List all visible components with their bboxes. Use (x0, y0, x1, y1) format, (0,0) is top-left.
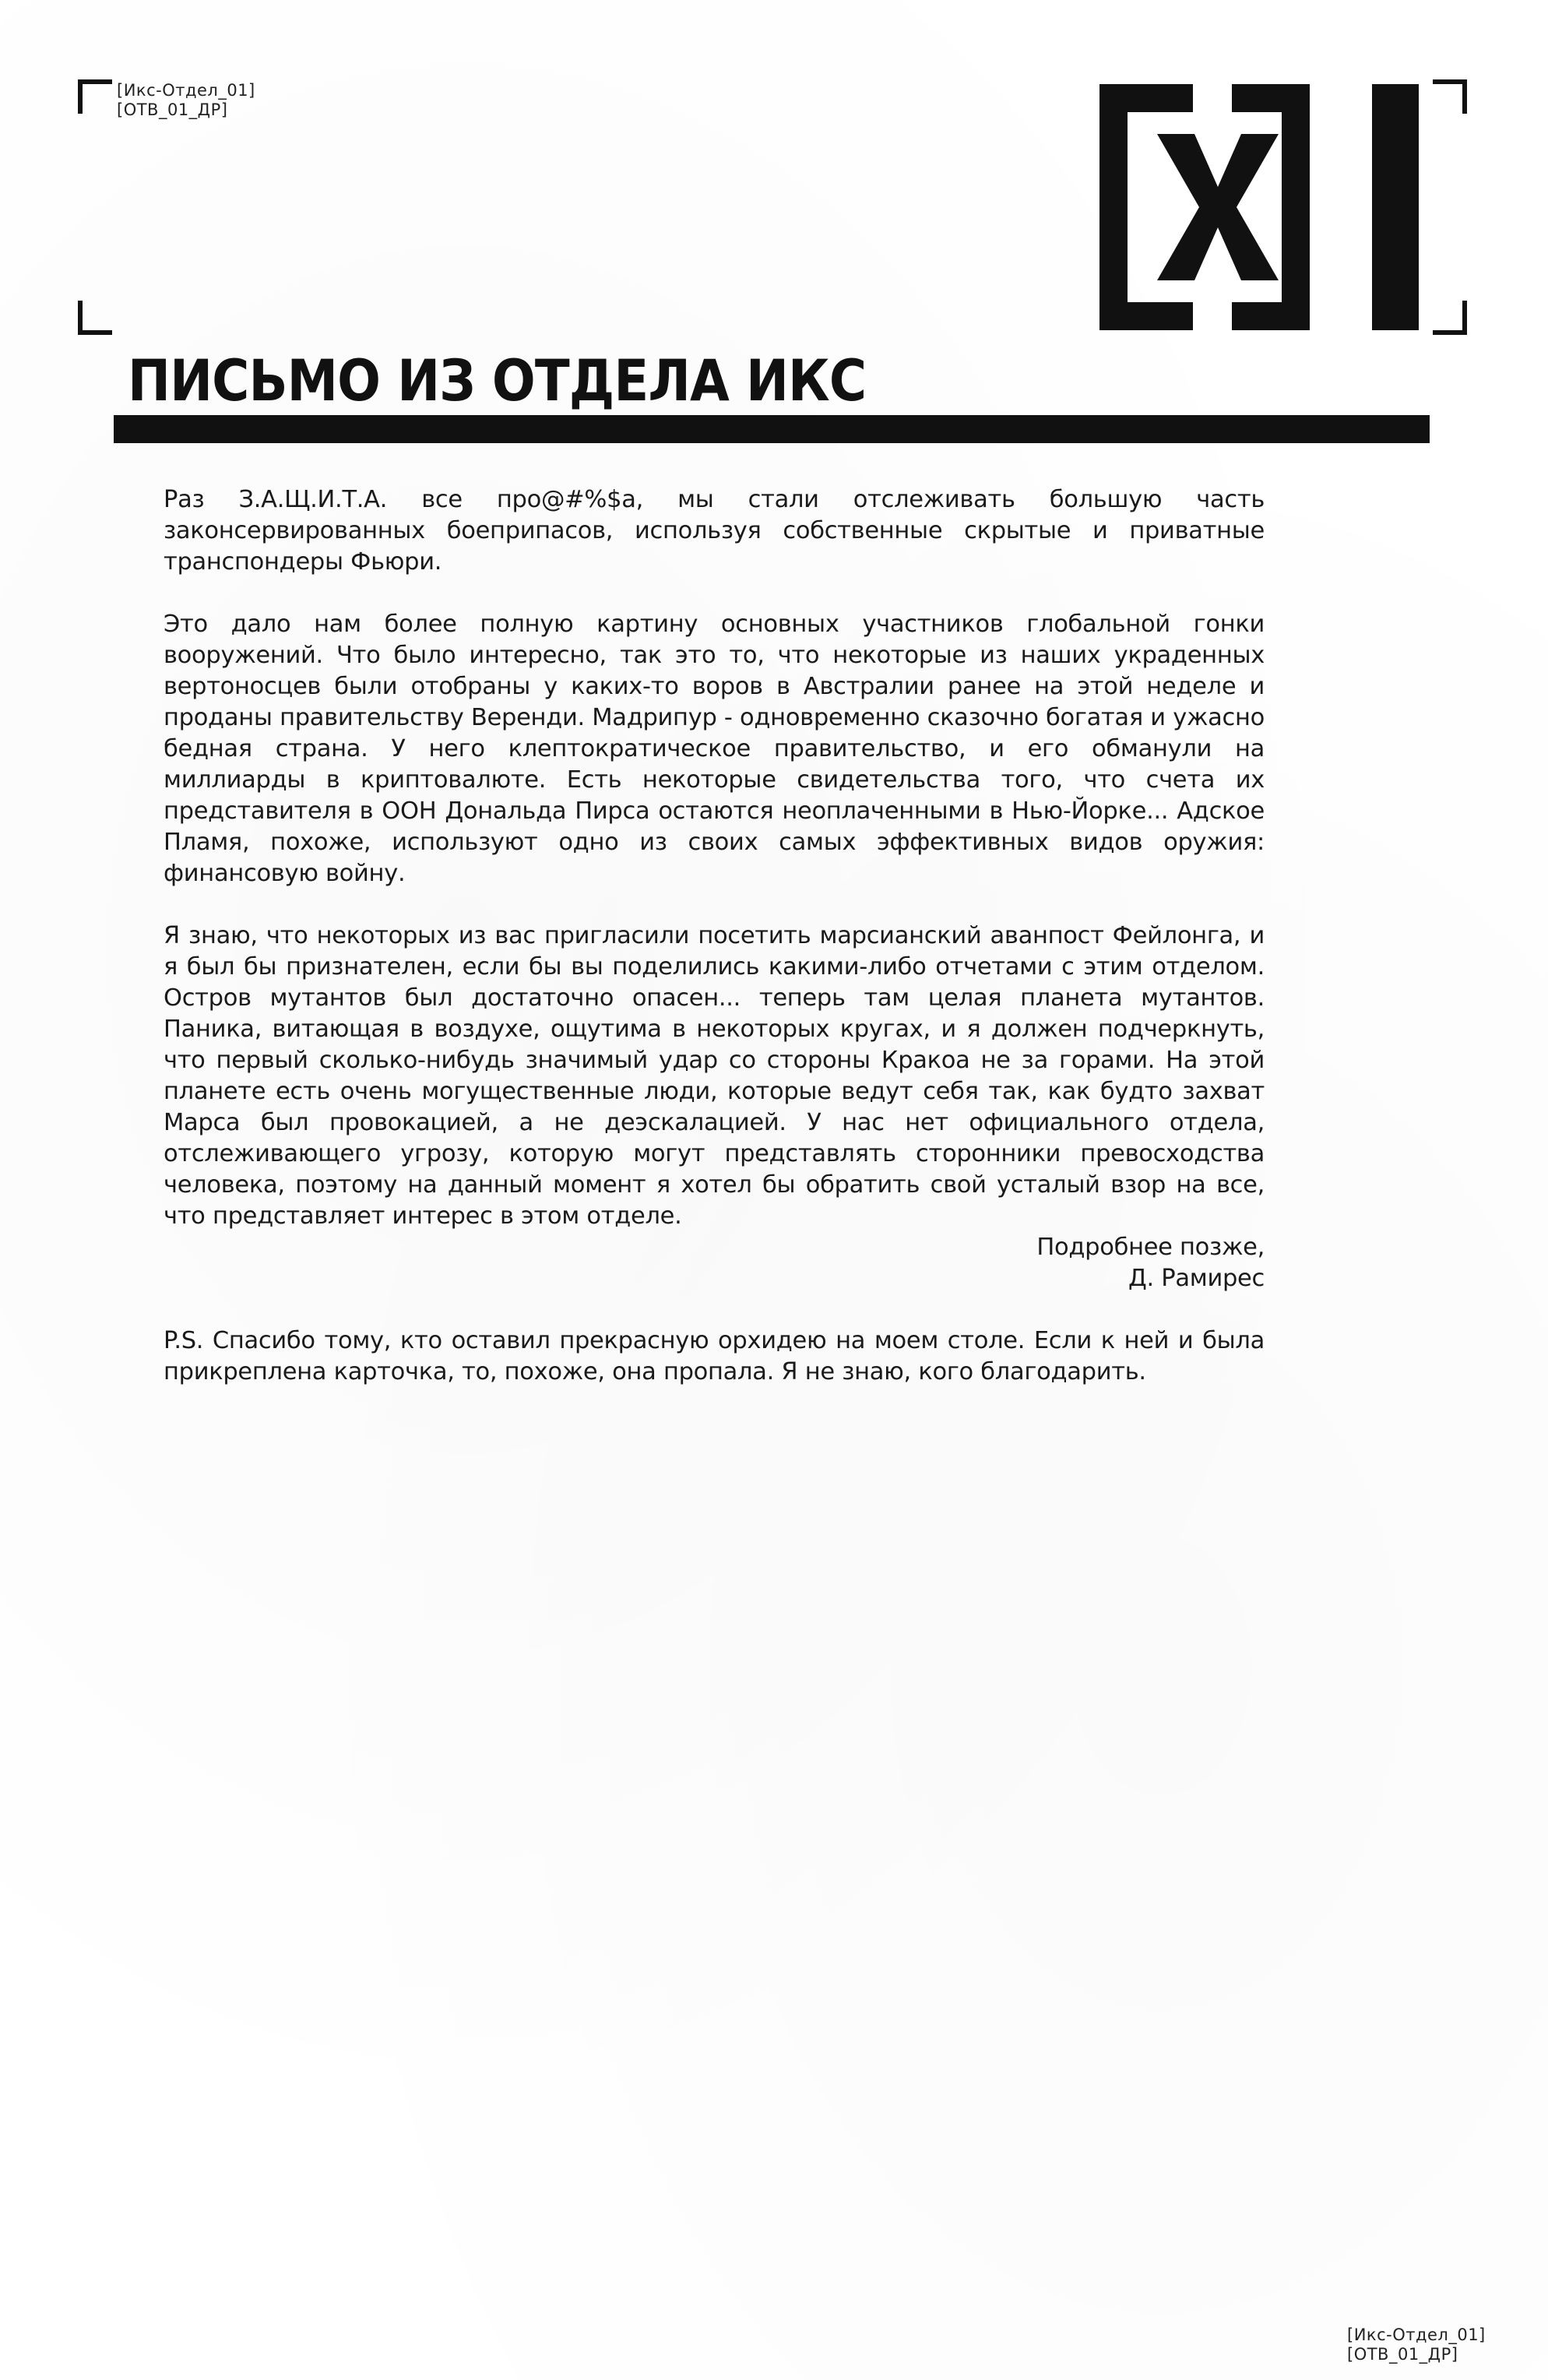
corner-bracket-top-left (78, 79, 112, 114)
letter-postscript: P.S. Спасибо тому, кто оставил прекрасную орхидею на моем столе. Если к ней и была прикреплена карточка, то, похоже, она пропала. Я не знаю, кого благодарить. (164, 1327, 1265, 1385)
footer-code-line-1: [Икс-Отдел_01] (1347, 2325, 1486, 2344)
x-desk-logo-icon (1099, 84, 1419, 330)
header-code-line-2: [ОТВ_01_ДР] (117, 100, 228, 119)
letter-paragraph-3: Я знаю, что некоторых из вас пригласили посетить марсианский аванпост Фейлонга, и я был бы признателен, если бы вы поделились какими-либо отчетами с этим отделом. Остров мутантов был достаточно опасен... теперь там целая планета мутантов. Паника, витающая в воздухе, ощутима в некоторых кругах, и я должен подчеркнуть, что первый сколько-нибудь значимый удар со стороны Кракоа не за горами. На этой планете есть очень могущественные люди, которые ведут себя так, как будто захват Марса был провокацией, а не деэскалацией. У нас нет официального отдела, отслеживающего угрозу, которую могут представлять сторонники превосходства человека, поэтому на данный момент я хотел бы обратить свой усталый взор на все, что представляет интерес в этом отделе. (164, 922, 1265, 1230)
signoff-closing: Подробнее позже, (1036, 1234, 1265, 1261)
footer-code-line-2: [ОТВ_01_ДР] (1347, 2345, 1458, 2364)
letter-body (164, 484, 1265, 1419)
letter-paragraph-2: Это дало нам более полную картину основных участников глобальной гонки вооружений. Что было интересно, так это то, что некоторые из наших украденных вертоносцев были отобраны у каких-то воров в Австралии ранее на этой неделе и проданы правительству Веренди. Мадрипур - одновременно сказочно богатая и ужасно бедная страна. У него клептократическое правительство, и его обманули на миллиарды в криптовалюте. Есть некоторые свидетельства того, что счета их представителя в ООН Дональда Пирса остаются неоплаченными в Нью-Йорке... Адское Пламя, похоже, используют одно из своих самых эффективных видов оружия: финансовую войну. (164, 611, 1265, 887)
header-code-line-1: [Икс-Отдел_01] (117, 81, 255, 100)
footer-code (1347, 2325, 1486, 2364)
letter-signoff (164, 1232, 1265, 1294)
title-underline-bar (114, 415, 1430, 443)
corner-bracket-bottom-left (78, 301, 112, 335)
letter-paragraph-1: Раз З.А.Щ.И.Т.А. все про@#%$а, мы стали отслеживать большую часть законсервированных боеприпасов, используя собственные скрытые и приватные транспондеры Фьюри. (164, 486, 1265, 576)
corner-bracket-bottom-right (1433, 301, 1467, 335)
signoff-signature: Д. Рамирес (1128, 1265, 1265, 1292)
header-code (117, 81, 255, 120)
corner-bracket-top-right (1433, 79, 1467, 114)
page-title: ПИСЬМО ИЗ ОТДЕЛА ИКС (128, 348, 867, 414)
